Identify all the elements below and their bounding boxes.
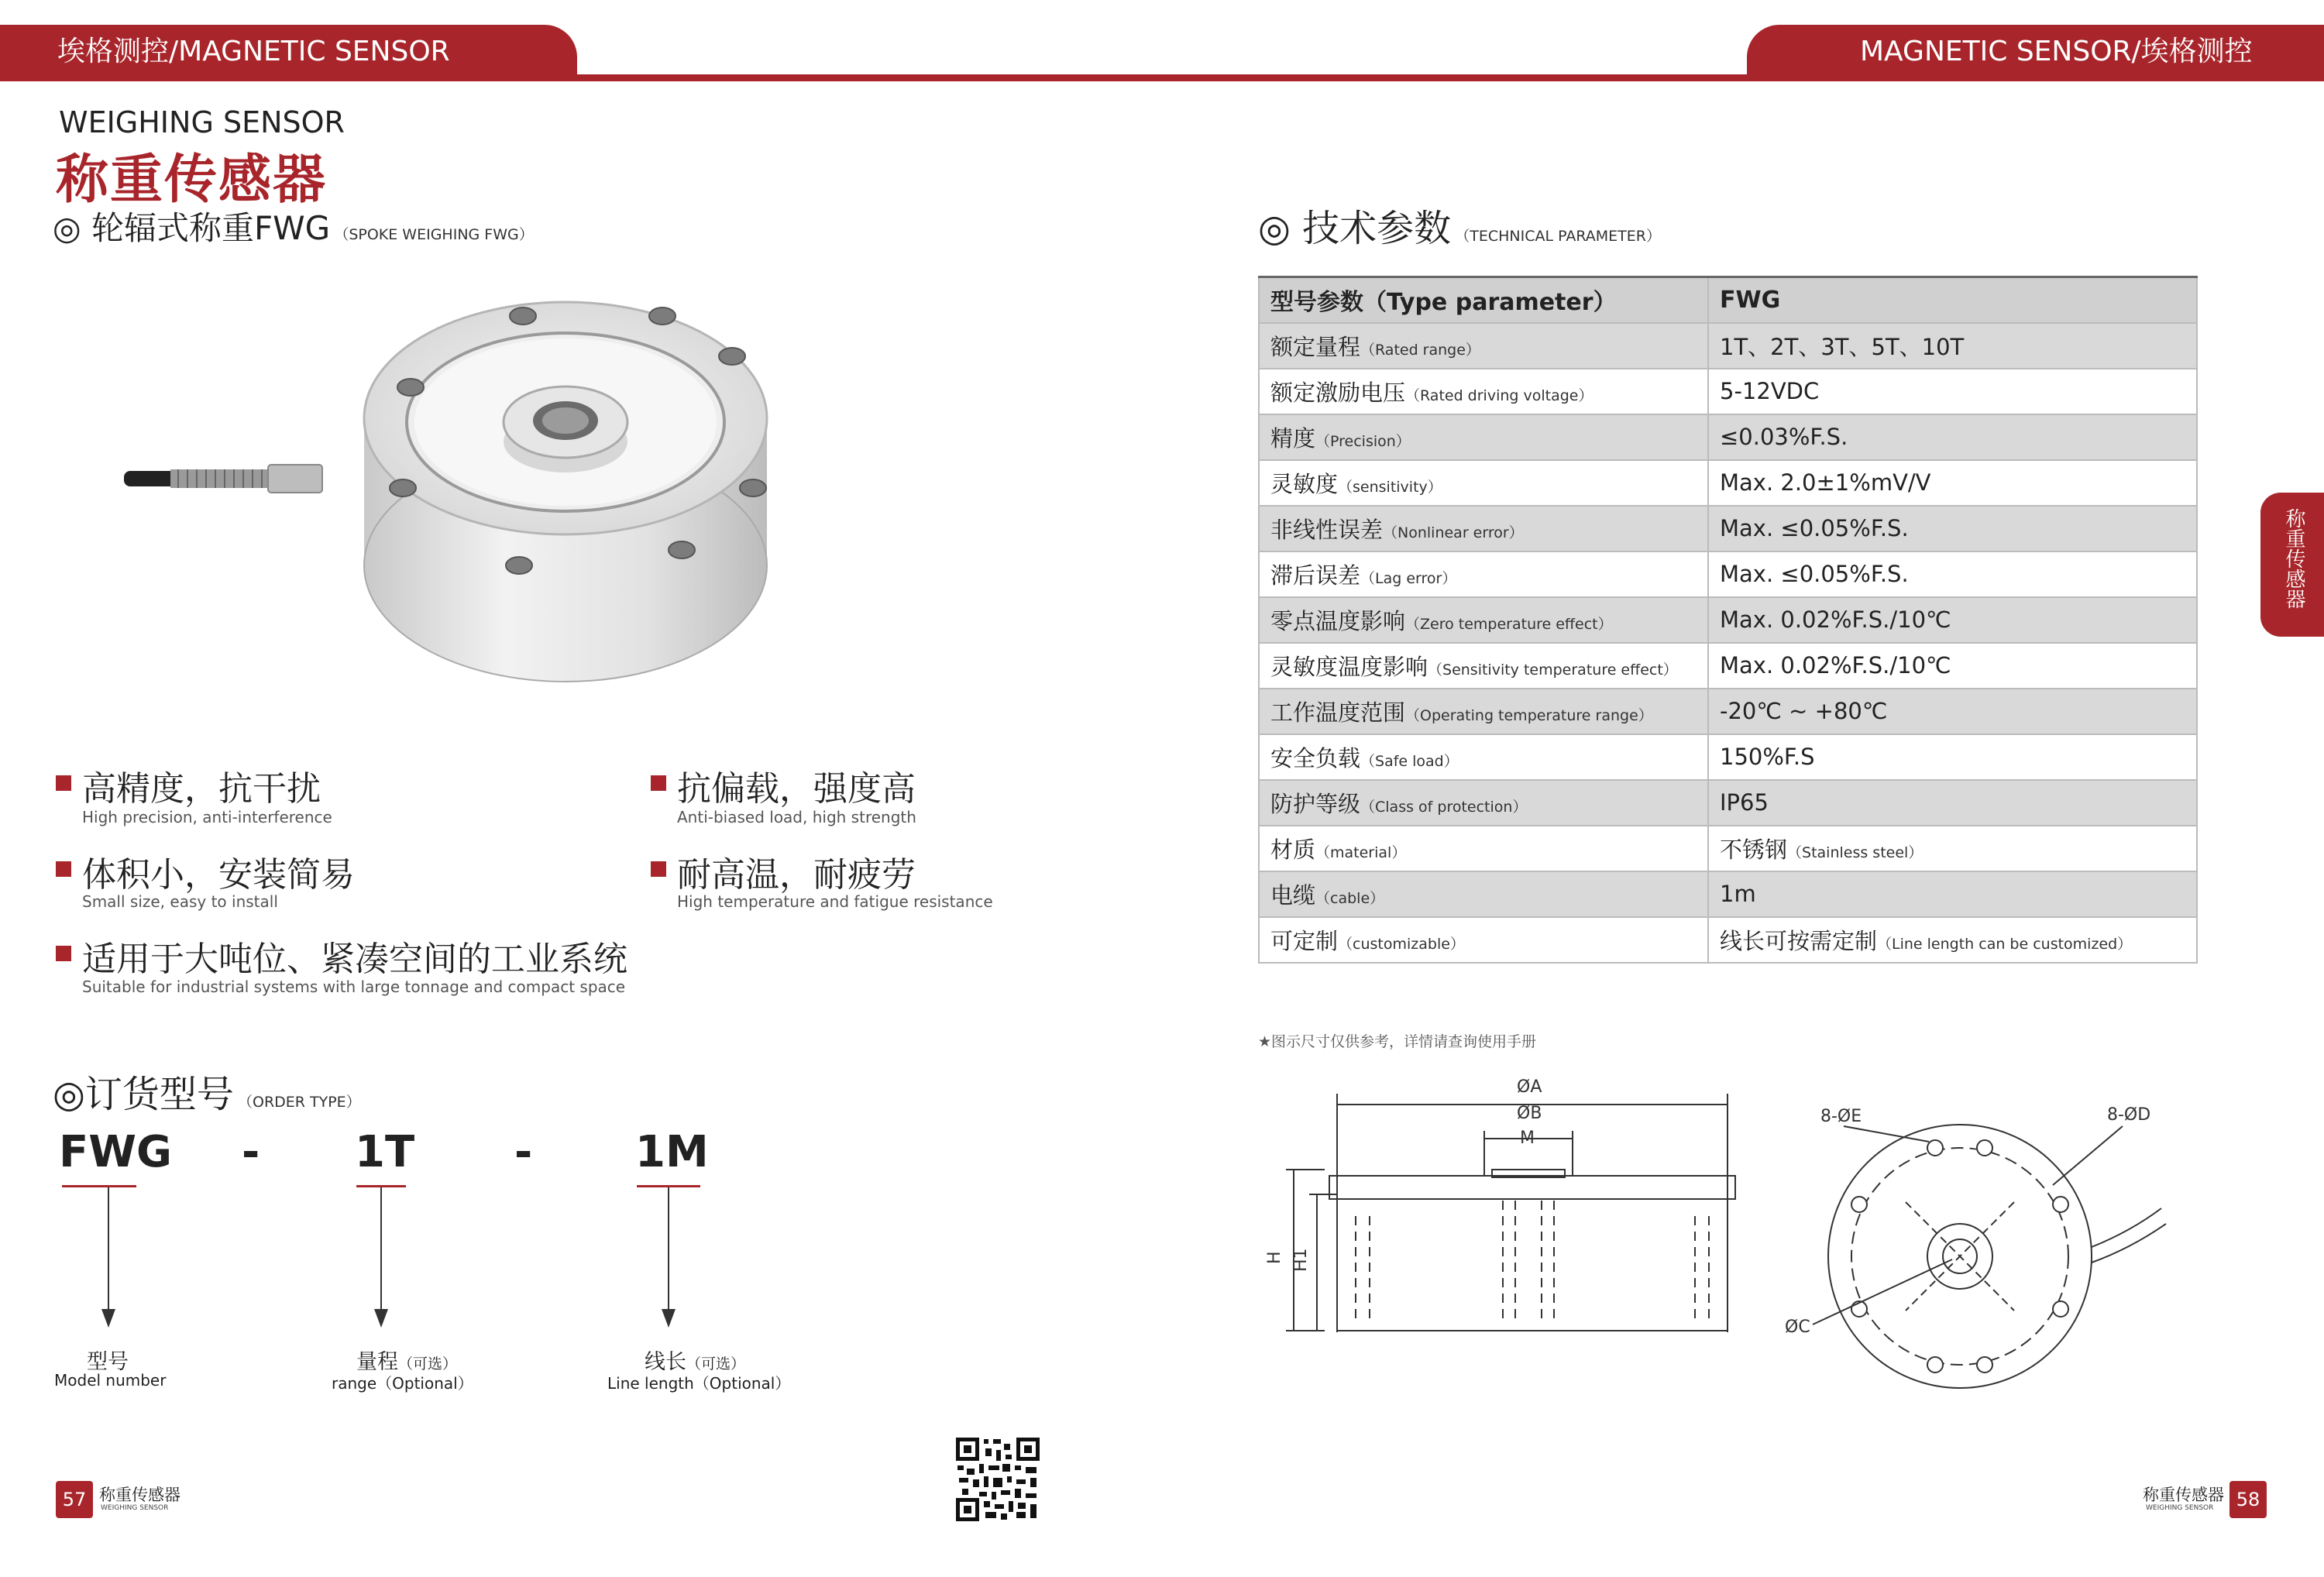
spec-value-cell	[1708, 597, 2197, 643]
feature-bullet	[56, 946, 71, 961]
header-tab-left: 埃格测控/MAGNETIC SENSOR	[0, 25, 577, 79]
spec-param-cell	[1259, 369, 1708, 414]
spec-value-cell	[1708, 369, 2197, 414]
cable	[124, 471, 178, 486]
spec-value-cell	[1708, 871, 2197, 917]
feature-3-cn: 体积小，安装简易	[82, 855, 355, 895]
spec-value-cell	[1708, 689, 2197, 734]
footer-left-en: WEIGHING SENSOR	[101, 1504, 169, 1512]
dim-B: ØB	[1517, 1104, 1542, 1123]
spec-row	[1259, 414, 2197, 460]
spec-value-en: （Stainless steel）	[1787, 843, 1923, 861]
spec-param-cell	[1259, 826, 1708, 871]
order-label-model-cn: 型号	[87, 1350, 129, 1374]
category-cn: 称重传感器	[56, 149, 328, 211]
spec-value-cell	[1708, 826, 2197, 871]
dim-M: M	[1520, 1129, 1535, 1148]
spec-param-cn: 额定量程	[1270, 333, 1361, 360]
spec-value: Max. 2.0±1%mV/V	[1720, 469, 1931, 496]
spec-param-cn: 灵敏度	[1270, 470, 1339, 497]
note: ★图示尺寸仅供参考，详情请查询使用手册	[1258, 1033, 1537, 1050]
spec-param-cell	[1259, 734, 1708, 780]
feature-5-cn: 适用于大吨位、紧凑空间的工业系统	[82, 940, 627, 979]
spec-param-en: （Lag error）	[1360, 569, 1457, 587]
spec-param-en: （Class of protection）	[1360, 798, 1528, 816]
feature-4-cn: 耐高温，耐疲劳	[677, 855, 916, 895]
spec-value-cell	[1708, 643, 2197, 689]
spec-param-cell	[1259, 643, 1708, 689]
feature-3-en: Small size, easy to install	[82, 892, 278, 911]
spec-param-cell	[1259, 597, 1708, 643]
spec-param-cn: 材质	[1270, 836, 1316, 863]
spec-row	[1259, 917, 2197, 963]
spec-value-cell	[1708, 734, 2197, 780]
side-tab-label: 称重传感器	[2282, 508, 2305, 609]
tech-param-title-en: （TECHNICAL PARAMETER）	[1455, 228, 1661, 245]
order-title-en: （ORDER TYPE）	[237, 1094, 361, 1111]
spec-value: -20℃ ~ +80℃	[1720, 698, 1888, 724]
order-label-length-opt: （可选）	[686, 1355, 746, 1373]
footer-right-en: WEIGHING SENSOR	[2146, 1504, 2214, 1512]
order-title-cn: ◎订货型号	[53, 1073, 234, 1116]
spec-param-en: （Operating temperature range）	[1405, 706, 1653, 724]
feature-bullet	[651, 861, 666, 877]
spec-value-cell	[1708, 460, 2197, 506]
spec-param-cn: 电缆	[1270, 881, 1316, 909]
spec-param-cn: 精度	[1270, 424, 1316, 452]
feature-bullet	[56, 775, 71, 791]
footer-right-cn: 称重传感器	[2143, 1486, 2224, 1504]
spec-value: 5-12VDC	[1720, 378, 1820, 404]
spec-param-cell	[1259, 506, 1708, 551]
spec-row	[1259, 689, 2197, 734]
side-tab	[2260, 493, 2324, 637]
spec-row	[1259, 369, 2197, 414]
spec-param-en: （Safe load）	[1360, 752, 1459, 770]
order-label-range-text: 量程	[356, 1350, 398, 1374]
spec-param-cell	[1259, 780, 1708, 826]
spec-value-cell	[1708, 323, 2197, 369]
product-title-cn: ◎ 轮辐式称重FWG	[53, 209, 331, 247]
spec-row	[1259, 506, 2197, 551]
spec-param-cn: 可定制	[1270, 927, 1339, 954]
spec-value-en: （Line length can be customized）	[1877, 935, 2133, 953]
order-arrow-head	[662, 1309, 676, 1328]
feature-bullet	[651, 775, 666, 791]
spec-param-cn: 安全负载	[1270, 744, 1361, 771]
feature-1-cn: 高精度，抗干扰	[82, 769, 321, 809]
spec-param-cn: 滞后误差	[1270, 562, 1361, 589]
page-number-left: 57	[56, 1481, 93, 1518]
spec-header-model: FWG	[1708, 277, 2197, 323]
order-arrow-line	[108, 1187, 109, 1311]
spec-row	[1259, 780, 2197, 826]
category-en: WEIGHING SENSOR	[59, 105, 345, 139]
spec-param-cn: 额定激励电压	[1270, 379, 1406, 406]
product-title	[53, 203, 534, 249]
spec-row	[1259, 826, 2197, 871]
order-label-range-en: range（Optional）	[332, 1374, 473, 1393]
spec-table-header	[1259, 277, 2197, 323]
order-code-range: 1T	[355, 1127, 415, 1177]
spec-value: Max. 0.02%F.S./10℃	[1720, 652, 1951, 679]
dim-H: H	[1265, 1251, 1284, 1264]
spec-param-en: （sensitivity）	[1338, 478, 1442, 496]
order-arrow-line	[668, 1187, 669, 1311]
spec-param-cn: 零点温度影响	[1270, 607, 1406, 634]
tech-param-title	[1258, 198, 1661, 252]
spec-param-cell	[1259, 871, 1708, 917]
spec-row	[1259, 643, 2197, 689]
spec-value: 150%F.S	[1720, 744, 1815, 770]
feature-4-en: High temperature and fatigue resistance	[677, 892, 993, 911]
spec-param-en: （Rated range）	[1360, 341, 1480, 359]
spec-value: 线长可按需定制	[1720, 927, 1878, 954]
spec-table	[1258, 276, 2198, 964]
dim-H1: H1	[1291, 1248, 1311, 1272]
order-label-model-en: Model number	[54, 1371, 167, 1390]
spec-value-cell	[1708, 917, 2197, 963]
spec-value: Max. 0.02%F.S./10℃	[1720, 606, 1951, 633]
spec-value-cell	[1708, 414, 2197, 460]
spec-value: Max. ≤0.05%F.S.	[1720, 515, 1909, 541]
spec-value: IP65	[1720, 789, 1769, 816]
spec-param-cell	[1259, 689, 1708, 734]
spec-row	[1259, 734, 2197, 780]
order-code-model: FWG	[59, 1127, 172, 1177]
product-title-en: （SPOKE WEIGHING FWG）	[334, 226, 534, 243]
spec-param-en: （Zero temperature effect）	[1405, 615, 1613, 633]
order-underline	[62, 1185, 136, 1187]
cable-gland	[268, 465, 322, 493]
cable-spring	[170, 469, 271, 488]
dim-E: 8-ØE	[1820, 1107, 1862, 1126]
spec-param-en: （cable）	[1315, 889, 1385, 907]
order-arrow-head	[101, 1309, 115, 1328]
spec-header-param: 型号参数（Type parameter）	[1259, 277, 1708, 323]
spec-param-en: （material）	[1315, 843, 1407, 861]
header-tab-right: MAGNETIC SENSOR/埃格测控	[1747, 25, 2324, 79]
spec-param-cell	[1259, 551, 1708, 597]
spec-param-cn: 非线性误差	[1270, 516, 1384, 543]
spec-param-cell	[1259, 917, 1708, 963]
spec-param-cell	[1259, 460, 1708, 506]
spec-value-cell	[1708, 551, 2197, 597]
spec-row	[1259, 551, 2197, 597]
page-number-right: 58	[2229, 1481, 2267, 1518]
feature-1-en: High precision, anti-interference	[82, 808, 332, 826]
dim-C: ØC	[1785, 1318, 1810, 1337]
feature-2-en: Anti-biased load, high strength	[677, 808, 916, 826]
spec-row	[1259, 871, 2197, 917]
footer-left-cn: 称重传感器	[99, 1486, 180, 1504]
order-label-range-opt: （可选）	[398, 1355, 458, 1373]
spec-value: 不锈钢	[1720, 836, 1788, 863]
order-arrow-line	[380, 1187, 382, 1311]
spec-value: 1T、2T、3T、5T、10T	[1720, 333, 1965, 360]
tech-param-title-cn: ◎ 技术参数	[1258, 207, 1452, 250]
spec-param-cn: 工作温度范围	[1270, 699, 1406, 726]
spec-value-cell	[1708, 506, 2197, 551]
feature-bullet	[56, 861, 71, 877]
spec-param-cell	[1259, 323, 1708, 369]
dim-A: ØA	[1517, 1077, 1542, 1097]
spec-value-cell	[1708, 780, 2197, 826]
spec-param-en: （Sensitivity temperature effect）	[1428, 661, 1678, 679]
order-title	[53, 1064, 361, 1118]
spec-param-en: （customizable）	[1338, 935, 1465, 953]
spec-param-en: （Rated driving voltage）	[1405, 387, 1593, 404]
dim-D: 8-ØD	[2107, 1105, 2151, 1125]
qr-code	[956, 1438, 1040, 1521]
spec-row	[1259, 460, 2197, 506]
spec-param-cn: 防护等级	[1270, 790, 1361, 817]
spec-param-cn: 灵敏度温度影响	[1270, 653, 1428, 680]
product-image	[124, 256, 899, 728]
order-code-length: 1M	[635, 1127, 709, 1177]
order-code-dash: -	[242, 1127, 260, 1177]
spec-value: Max. ≤0.05%F.S.	[1720, 561, 1909, 587]
order-arrow-head	[374, 1309, 388, 1328]
spec-value: ≤0.03%F.S.	[1720, 424, 1848, 450]
feature-5-en: Suitable for industrial systems with large tonnage and compact space	[82, 977, 626, 996]
technical-drawing	[1265, 1069, 2169, 1425]
spec-param-cell	[1259, 414, 1708, 460]
order-label-length-en: Line length（Optional）	[607, 1374, 791, 1393]
feature-2-cn: 抗偏载，强度高	[677, 769, 916, 809]
spec-param-en: （Precision）	[1315, 432, 1411, 450]
spec-value: 1m	[1720, 881, 1756, 907]
order-code-dash: -	[514, 1127, 533, 1177]
order-label-length-text: 线长	[645, 1350, 686, 1374]
spec-param-en: （Nonlinear error）	[1383, 524, 1524, 541]
spec-row	[1259, 323, 2197, 369]
spec-row	[1259, 597, 2197, 643]
